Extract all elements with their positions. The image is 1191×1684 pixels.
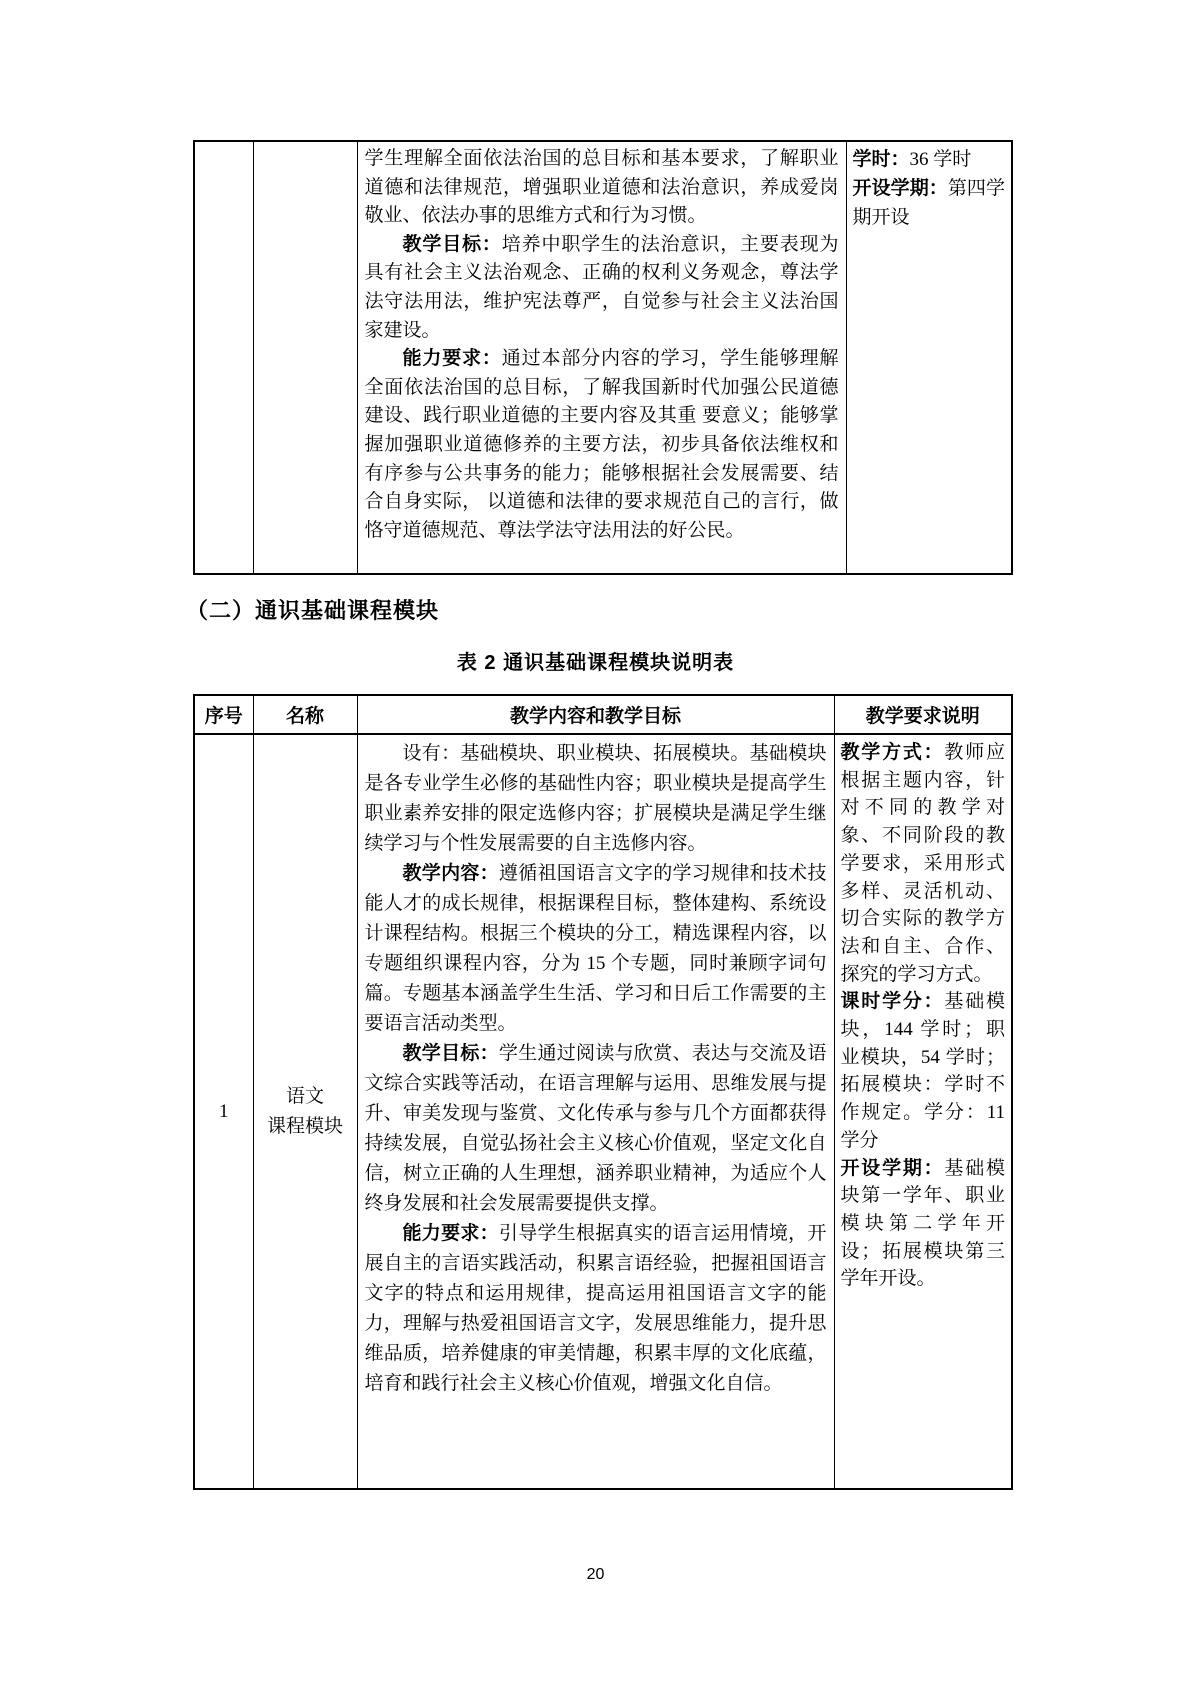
paragraph xyxy=(841,1155,1006,1294)
paragraph-text: 36 学时 xyxy=(909,149,972,170)
paragraph xyxy=(853,145,1006,174)
table1-name-cell xyxy=(253,141,357,574)
paragraph-text: 设有：基础模块、职业模块、拓展模块。基础模块是各专业学生必修的基础性内容；职业模块是提高学生职业素养安排的限定选修内容；扩展模块是满足学生继续学习与个性发展需要的自主选修内容。 xyxy=(364,743,827,854)
paragraph-label: 能力要求： xyxy=(402,348,502,370)
table-row xyxy=(194,734,1012,1489)
header-requirements: 教学要求说明 xyxy=(834,695,1012,734)
paragraph-text: 第四学期开设 xyxy=(852,178,1005,228)
paragraph-text: 基础模块，144 学时；职业模块，54 学时；拓展模块：学时不作规定。学分：11 学分 xyxy=(840,991,1005,1151)
paragraph-label: 教学目标： xyxy=(402,233,502,255)
paragraph xyxy=(365,345,839,545)
header-content: 教学内容和教学目标 xyxy=(357,695,834,734)
paragraph-label: 教学方式： xyxy=(840,742,945,763)
row-name-cell xyxy=(253,734,357,1489)
table-row xyxy=(194,141,1012,574)
paragraph-text: 培养中职学生的法治意识，主要表现为具有社会主义法治观念、正确的权利义务观念，尊法学法守法用法，维护宪法尊严，自觉参与社会主义法治国家建设。 xyxy=(364,233,839,341)
table1-content-cell xyxy=(357,141,846,574)
paragraph xyxy=(365,1039,827,1219)
paragraph xyxy=(365,145,839,231)
table1-no-cell xyxy=(194,141,253,574)
paragraph-label: 教学目标： xyxy=(402,1043,499,1064)
section-heading: （二）通识基础课程模块 xyxy=(186,598,440,623)
paragraph xyxy=(365,859,827,1039)
course-name-line: 语文 xyxy=(285,1085,324,1107)
general-course-module-table xyxy=(193,694,1013,1490)
paragraph-text: 通过本部分内容的学习，学生能够理解全面依法治国的总目标，了解我国新时代加强公民道德建设、践行职业道德的主要内容及其重 要意义；能够掌握加强职业道德修养的主要方法，初步具备依法维权和有序参与公共事务的能力；能够根据社会发展需要、结合自身实际， 以道德和法律的要求规范自己的言行，做恪守道德规范、尊法学法守法用法的好公民。 xyxy=(364,348,839,541)
course-name-line: 课程模块 xyxy=(266,1115,343,1137)
row-no-cell: 1 xyxy=(194,734,253,1489)
paragraph-text: 学生理解全面依法治国的总目标和基本要求，了解职业道德和法律规范，增强职业道德和法治意识，养成爱岗 敬业、依法办事的思维方式和行为习惯。 xyxy=(364,148,839,227)
paragraph xyxy=(853,174,1006,232)
paragraph-label: 开设学期： xyxy=(840,1157,945,1179)
course-table-continuation xyxy=(193,140,1013,575)
paragraph xyxy=(841,988,1006,1154)
paragraph xyxy=(365,739,827,859)
paragraph xyxy=(365,1219,827,1399)
row-content-cell xyxy=(357,734,834,1489)
paragraph-text: 学生通过阅读与欣赏、表达与交流及语文综合实践等活动，在语言理解与运用、思维发展与提升、审美发现与鉴赏、文化传承与参与几个方面都获得持续发展，自觉弘扬社会主义核心价值观，坚定文化自信，树立正确的人生理想，涵养职业精神，为适应个人终身发展和社会发展需要提供支撑。 xyxy=(364,1043,827,1214)
paragraph xyxy=(365,231,839,345)
row-requirements-cell xyxy=(834,734,1012,1489)
page-number: 20 xyxy=(586,1566,605,1583)
paragraph-label: 学时： xyxy=(852,149,910,170)
table2-caption: 表 2 通识基础课程模块说明表 xyxy=(456,652,735,674)
paragraph-text: 基础模块第一学年、职业模块第二学年开设；拓展模块第三学年开设。 xyxy=(840,1157,1005,1290)
header-name: 名称 xyxy=(253,695,357,734)
paragraph-text: 遵循祖国语言文字的学习规律和技术技能人才的成长规律，根据课程目标，整体建构、系统设计课程结构。根据三个模块的分工，精选课程内容，以专题组织课程内容，分为 15 个专题，同时兼顾字词句篇。专题基本涵盖学生生活、学习和日后工作需要的主要语言活动类型。 xyxy=(364,863,827,1034)
paragraph-label: 教学内容： xyxy=(402,863,499,884)
paragraph-text: 引导学生根据真实的语言运用情境，开展自主的言语实践活动，积累言语经验，把握祖国语言文字的特点和运用规律，提高运用祖国语言文字的能力，理解与热爱祖国语言文字，发展思维能力，提升思维品质，培养健康的审美情趣，积累丰厚的文化底蕴，培育和践行社会主义核心价值观，增强文化自信。 xyxy=(364,1223,827,1394)
paragraph-label: 课时学分： xyxy=(840,991,945,1013)
table-header-row xyxy=(194,695,1012,734)
header-no: 序号 xyxy=(194,695,253,734)
paragraph-label: 能力要求： xyxy=(402,1223,499,1244)
paragraph xyxy=(841,739,1006,988)
table1-requirements-cell xyxy=(846,141,1012,574)
paragraph-label: 开设学期： xyxy=(852,178,948,199)
paragraph-text: 教师应根据主题内容，针对不同的教学对象、不同阶段的教学要求，采用形式多样、灵活机动、切合实际的教学方法和自主、合作、探究的学习方式。 xyxy=(840,742,1005,985)
